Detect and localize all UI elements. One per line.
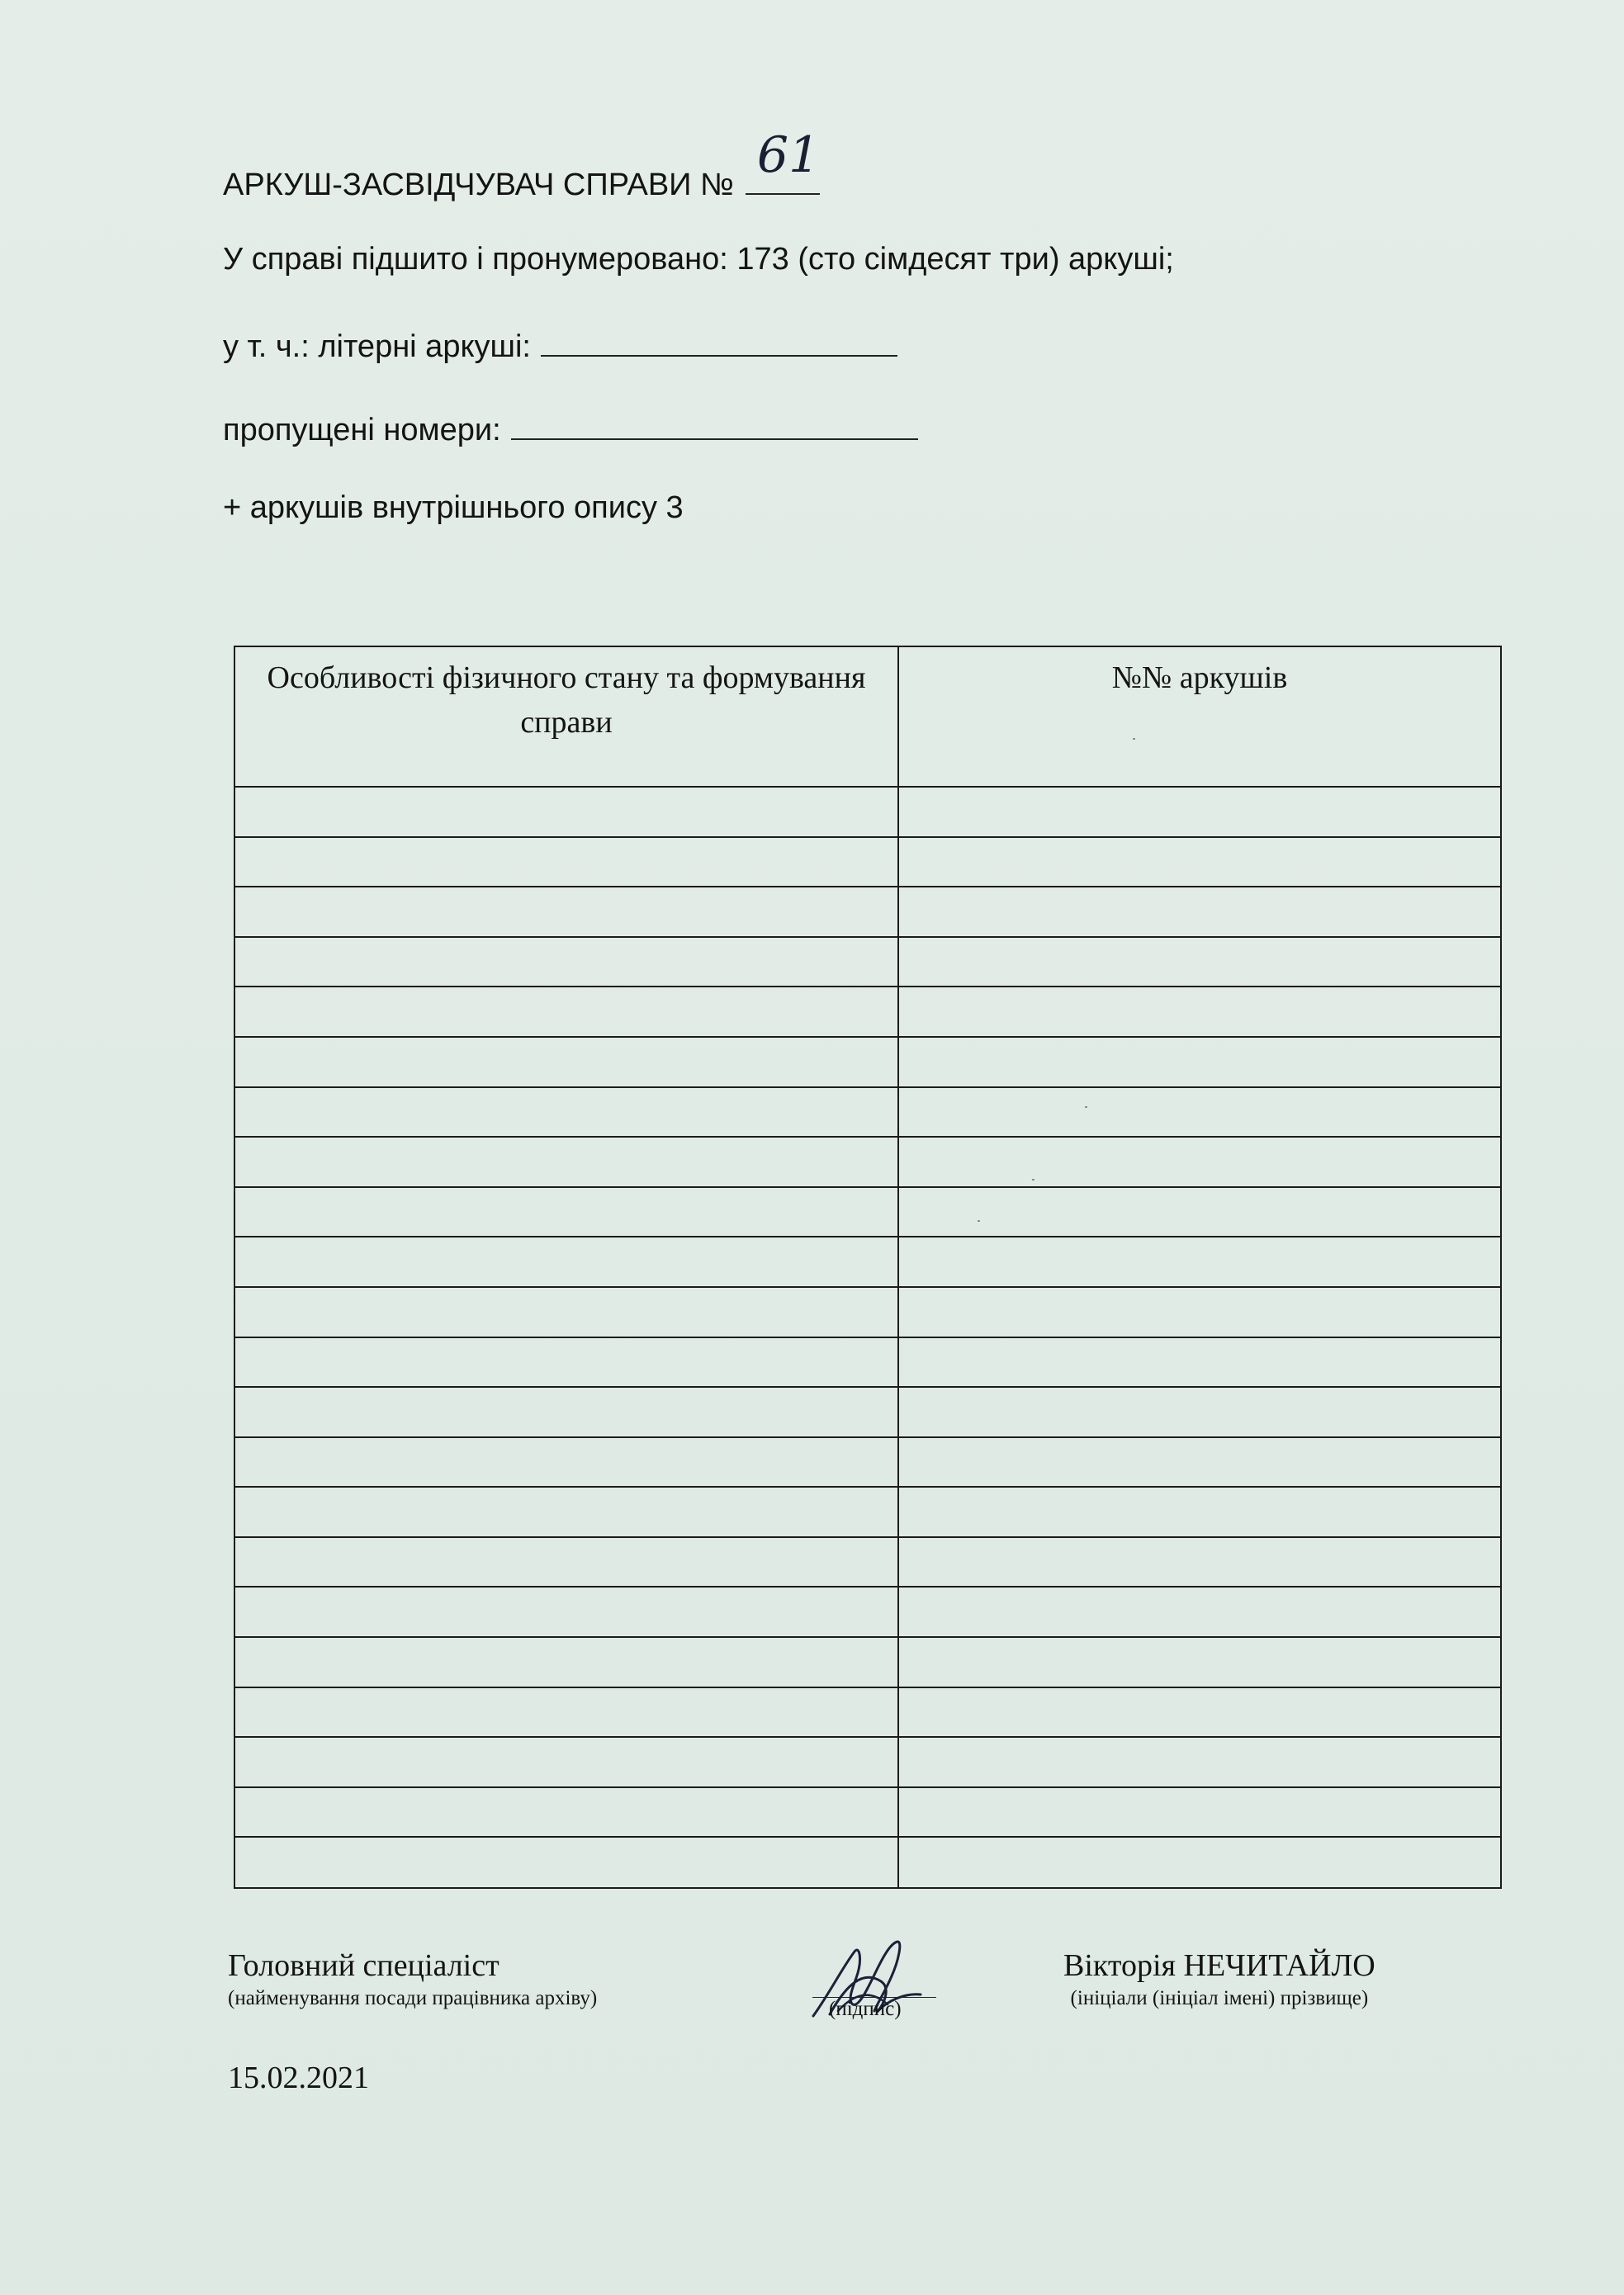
- case-number-field: [746, 126, 821, 195]
- case-number-handwritten: 61: [756, 126, 821, 184]
- table-row-line: [235, 1636, 1500, 1638]
- sewn-pages-line: У справі підшито і пронумеровано: 173 (сто сімдесят три) аркуші;: [223, 242, 1174, 277]
- table-row-line: [235, 886, 1500, 887]
- table-row-line: [235, 986, 1500, 987]
- missing-numbers-blank: [511, 410, 918, 440]
- literal-pages-line: [223, 327, 897, 365]
- title-prefix: АРКУШ-ЗАСВІДЧУВАЧ СПРАВИ №: [223, 168, 734, 202]
- table-row-line: [235, 1536, 1500, 1538]
- paper-speck: [1032, 1179, 1035, 1181]
- table-row-line: [235, 836, 1500, 838]
- paper-speck: [1085, 1106, 1087, 1108]
- table-row-line: [235, 1236, 1500, 1237]
- table-row-line: [235, 1836, 1500, 1838]
- table-row-line: [235, 1786, 1500, 1788]
- literal-pages-blank: [541, 327, 897, 357]
- physical-condition-table: [234, 646, 1502, 1889]
- literal-pages-label: у т. ч.: літерні аркуші:: [223, 329, 531, 364]
- table-row-line: [235, 1586, 1500, 1588]
- paper-speck: [1133, 738, 1135, 740]
- signature-caption: (підпис): [829, 1998, 902, 2020]
- table-column-divider: [897, 647, 899, 1887]
- table-row-line: [235, 1036, 1500, 1038]
- table-row-line: [235, 1186, 1500, 1188]
- table-row-line: [235, 1286, 1500, 1288]
- signer-position-caption: (найменування посади працівника архіву): [228, 1987, 598, 2009]
- table-row-line: [235, 1436, 1500, 1438]
- table-row-line: [235, 786, 1500, 788]
- signer-name-block: [1063, 1947, 1375, 2011]
- table-row-line: [235, 1136, 1500, 1138]
- table-row-line: [235, 936, 1500, 938]
- table-row-line: [235, 1736, 1500, 1738]
- internal-inventory-line: + аркушів внутрішнього опису 3: [223, 490, 684, 525]
- table-header-sheet-numbers: №№ аркушів: [1111, 660, 1288, 695]
- signer-position-block: [228, 1947, 597, 2011]
- table-header-condition: Особливості фізичного стану та формування справи: [267, 660, 866, 740]
- signer-position: Головний спеціаліст: [228, 1948, 500, 1983]
- signing-date: 15.02.2021: [228, 2061, 369, 2095]
- document-title: [223, 126, 821, 203]
- table-row-line: [235, 1687, 1500, 1688]
- table-row-line: [235, 1486, 1500, 1488]
- table-row-line: [235, 1337, 1500, 1338]
- missing-numbers-line: [223, 410, 918, 448]
- missing-numbers-label: пропущені номери:: [223, 413, 501, 447]
- paper-speck: [978, 1220, 980, 1222]
- signer-name-caption: (ініціали (ініціал імені) прізвище): [1070, 1987, 1369, 2009]
- table-row-line: [235, 1386, 1500, 1388]
- table-row-line: [235, 1086, 1500, 1088]
- signer-name: Вікторія НЕЧИТАЙЛО: [1063, 1948, 1375, 1983]
